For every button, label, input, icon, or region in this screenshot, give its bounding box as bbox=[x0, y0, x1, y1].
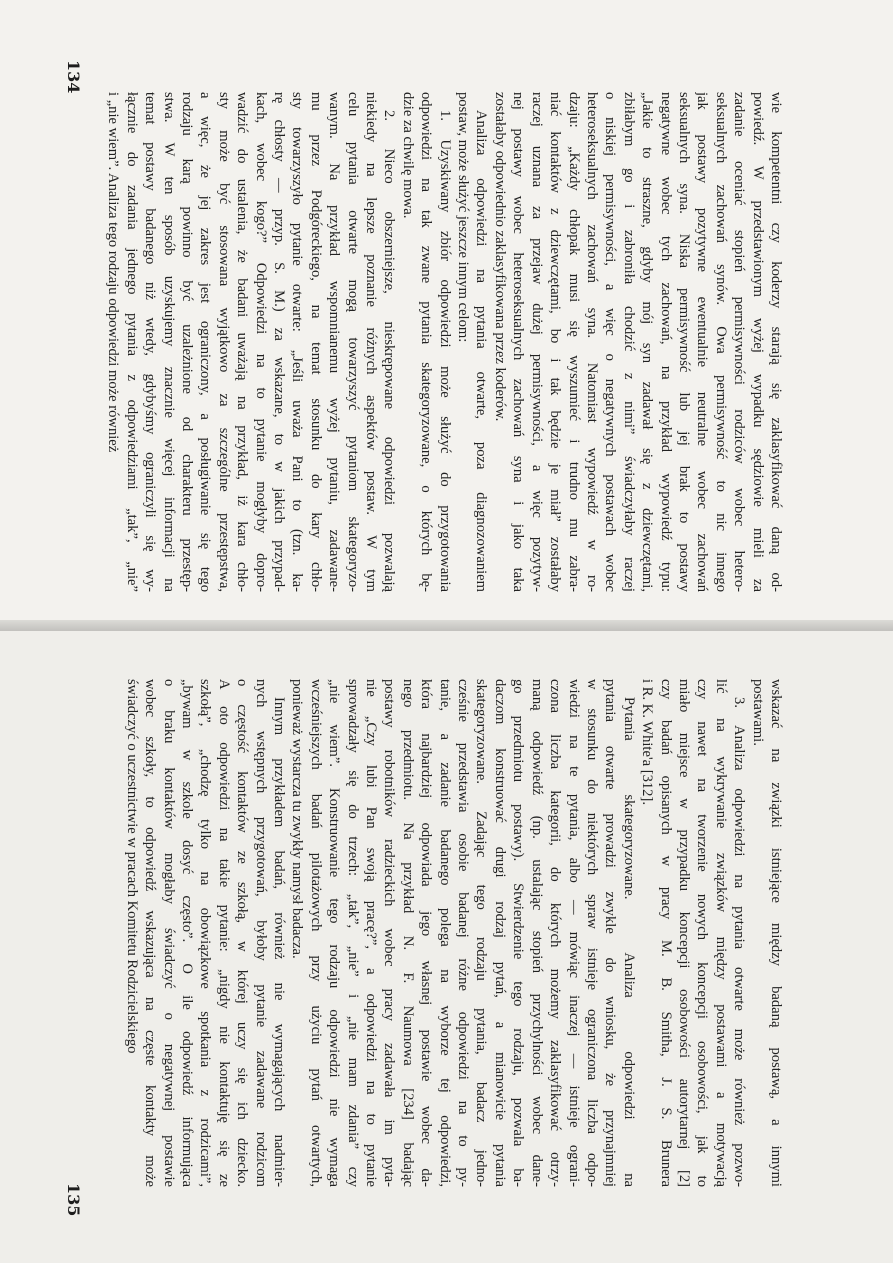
text-line: mu przez Podgóreckiego, na temat stosunku do kary chło- bbox=[307, 92, 324, 592]
text-line: czy badań opisanych w pracy M. B. Smitha, J. S. Brunera bbox=[657, 679, 674, 1187]
text-line: Pytania skategoryzowane. Analiza odpowiedzi na bbox=[620, 697, 637, 1187]
text-line: ponieważ wystarcza tu zwykły namysł badacza. bbox=[289, 679, 306, 959]
text-line: maną odpowiedź (np. ustalając stopień przychylności wobec dane- bbox=[528, 679, 545, 1187]
text-line: postawami. bbox=[749, 679, 766, 746]
text-line: czona liczba kategorii, do których możemy zaklasyfikować otrzy- bbox=[547, 679, 564, 1187]
text-line: odpowiedzi na tak zwane pytania skategoryzowane, o których bę- bbox=[418, 92, 435, 592]
text-line: daczom konstruować drugi rodzaj pytań, a mianowicie pytania bbox=[491, 679, 508, 1187]
text-line: o niskiej permisywności, a więc o negatywnych postawach wobec bbox=[602, 92, 619, 592]
text-line: o częstość kontaktów ze szkołą, w której uczy się ich dziecko. bbox=[234, 679, 251, 1187]
text-line: raczej uznana za przejaw dużej permisywności, a więc pozytyw- bbox=[528, 92, 545, 592]
text-line: celu pytania otwarte mogą towarzyszyć pytaniom skategoryzo- bbox=[344, 92, 361, 592]
text-line: nych wstępnych przygotowań, byłoby pytanie zadawane rodzicom bbox=[252, 679, 269, 1187]
text-line: i R. K. White'a [312]. bbox=[639, 679, 656, 805]
text-line: miało miejsce w przypadku koncepcji osobowości autorytarnej [2] bbox=[675, 679, 692, 1187]
text-line: dzie za chwilę mowa. bbox=[399, 92, 416, 219]
text-line: nego przedmiotu. Na przykład N. F. Naumowa [234] badając bbox=[399, 679, 416, 1187]
text-line: rodzaju karą powinno być uzależnione od charakteru przestęp- bbox=[179, 92, 195, 592]
text-line: 3. Analiza odpowiedzi na pytania otwarte może również pozwo- bbox=[731, 697, 748, 1187]
text-line: rę chłosty — przyp. S. M.) za wskazane, to w jakich przypad- bbox=[271, 92, 288, 592]
text-line: „nie wiem”. Konstruowanie tego rodzaju odpowiedzi nie wymaga bbox=[326, 679, 343, 1187]
text-line: zbiłabym go i zabroniła chodzić z nimi” świadczyłaby raczej bbox=[620, 92, 637, 592]
text-line: temat postawy badanego niż wtedy, gdybyśmy ograniczyli się wy- bbox=[142, 92, 159, 592]
text-line: wobec szkoły, to odpowiedź wskazująca na częste kontakty może bbox=[142, 679, 159, 1187]
text-line: postaw, może służyć jeszcze innym celom: bbox=[455, 92, 472, 343]
text-line: szkołą”, „chodzę tylko na obowiązkowe spotkania z rodzicami”, bbox=[197, 679, 214, 1187]
left-page-text bbox=[104, 92, 785, 592]
text-line: o braku kontaktów mogłaby świadczyć o negatywnej postawie bbox=[160, 679, 177, 1187]
text-line: 1. Uzyskiwany zbiór odpowiedzi może służyć do przygotowania bbox=[436, 110, 453, 592]
text-line: skategoryzowane. Zadając tego rodzaju pytania, badacz jedno- bbox=[473, 679, 490, 1187]
text-line: sty może być stosowana wyjątkowo za szczególne przestępstwa, bbox=[215, 92, 232, 592]
left-page-number: 134 bbox=[64, 60, 83, 94]
text-line: negatywne wobec tych zachowań, na przykład wypowiedź typu: bbox=[657, 92, 674, 592]
text-line: łącznie do zadania jednego pytania z odpowiedziami „tak”, „nie” bbox=[123, 92, 140, 592]
text-line: jak postawy pozytywne ewentualnie neutralne wobec zachowań bbox=[694, 92, 711, 592]
text-line: nej postawy wobec heteroseksualnych zachowań syna i jako taka bbox=[510, 92, 527, 592]
text-line: wadzić do ustalenia, że badani uważają na przykład, iż kara chło- bbox=[234, 92, 251, 592]
text-line: powiedź. W przedstawionym wyżej wypadku sędziowie mieli za bbox=[749, 92, 766, 592]
text-line: wie kompetentni czy koderzy starają się zaklasyfikować daną od- bbox=[768, 92, 784, 592]
text-line: wanym. Na przykład wspomnianemu wyżej pytaniu, zadawane- bbox=[326, 92, 343, 592]
text-line: go przedmiotu postawy). Stwierdzenie tego rodzaju, pozwala ba- bbox=[510, 679, 527, 1187]
text-line: dzaju: „Każdy chłopak musi się wyszumieć i trudno mu zabra- bbox=[565, 92, 582, 592]
text-line: zostałaby odpowiednio zaklasyfikowana przez koderów. bbox=[491, 92, 508, 422]
text-line: lić na wykrywanie związków między postawami a motywacją bbox=[712, 679, 729, 1187]
right-page bbox=[0, 631, 893, 1263]
text-line: wcześniejszych badań pilotażowych przy użyciu pytań otwartych, bbox=[307, 679, 324, 1187]
text-line: stwa. W ten sposób uzyskujemy znacznie więcej informacji na bbox=[160, 92, 177, 592]
text-line: „Jakie to straszne, gdyby mój syn zadawał się z dziewczętami, bbox=[639, 92, 656, 592]
text-line: A oto odpowiedzi na takie pytanie: „nigdy nie kontaktuję się ze bbox=[215, 679, 232, 1187]
text-line: w stosunku do niektórych spraw istnieje ograniczona liczba odpo- bbox=[583, 679, 600, 1187]
text-line: kach, wobec kogo?” Odpowiedzi na to pytanie mogłyby dopro- bbox=[252, 92, 269, 592]
text-line: Analiza odpowiedzi na pytania otwarte, poza diagnozowaniem bbox=[473, 110, 490, 592]
text-line: Innym przykładem badań, również nie wymagających nadmier- bbox=[271, 697, 288, 1187]
text-line: niekiedy na lepsze poznanie różnych aspektów postaw. W tym bbox=[363, 92, 380, 592]
right-page-text bbox=[122, 679, 785, 1187]
text-line: heteroseksualnych zachowań syna. Natomiast wypowiedź w ro- bbox=[583, 92, 600, 592]
text-line: „bywam w szkole dosyć często”. O ile odpowiedź informująca bbox=[179, 679, 195, 1187]
text-line: postawy robotników radzieckich wobec pracy zadawała im pyta- bbox=[381, 679, 398, 1187]
text-line: sprowadzały się do trzech: „tak”, „nie” i „nie mam zdania” czy bbox=[344, 679, 361, 1187]
text-line: świadczyć o uczestnictwie w pracach Komitetu Rodzicielskiego bbox=[123, 679, 140, 1054]
text-line: która najbardziej odpowiada jego własnej postawie wobec da- bbox=[418, 679, 435, 1187]
text-line: zadanie oceniać stopień permisywności rodziców wobec hetero- bbox=[731, 92, 748, 592]
text-line: i „nie wiem”. Analiza tego rodzaju odpowiedzi może również bbox=[105, 92, 122, 453]
text-line: 2. Nieco obszerniejsze, nieskrępowane odpowiedzi pozwalają bbox=[381, 110, 398, 592]
text-line: pytania otwarte prowadzi zwykle do wniosku, że przynajmniej bbox=[602, 679, 619, 1187]
text-line: a więc, że jej zakres jest ograniczony, a posługiwanie się tego bbox=[197, 92, 214, 592]
text-line: wiedzi na te pytania, albo — mówiąc inaczej — istnieje ograni- bbox=[565, 679, 582, 1187]
text-line: niać kontaktów z dziewczętami, bo i tak będzie je miał” zostałaby bbox=[547, 92, 564, 592]
text-line: wskazać na związki istniejące między badaną postawą, a innymi bbox=[768, 679, 784, 1187]
text-line: czy nawet na tworzenie nowych koncepcji osobowości, jak to bbox=[694, 679, 711, 1187]
right-page-number: 135 bbox=[64, 1183, 83, 1217]
text-line: sty towarzyszyło pytanie otwarte: „Jeśli uważa Pani to (tzn. ka- bbox=[289, 92, 306, 592]
text-line: seksualnych zachowań synów. Owa permisywność to nic innego bbox=[712, 92, 729, 592]
text-line: cześnie przedstawia osobie badanej różne odpowiedzi na to py- bbox=[455, 679, 472, 1187]
text-line: nie „Czy lubi Pan swoją pracę?”, a odpowiedzi na to pytanie bbox=[363, 679, 380, 1187]
text-line: seksualnych syna. Niska permisywność lub jej brak to postawy bbox=[675, 92, 692, 592]
text-line: tanie, a zadanie badanego polega na wyborze tej odpowiedzi, bbox=[436, 679, 453, 1187]
